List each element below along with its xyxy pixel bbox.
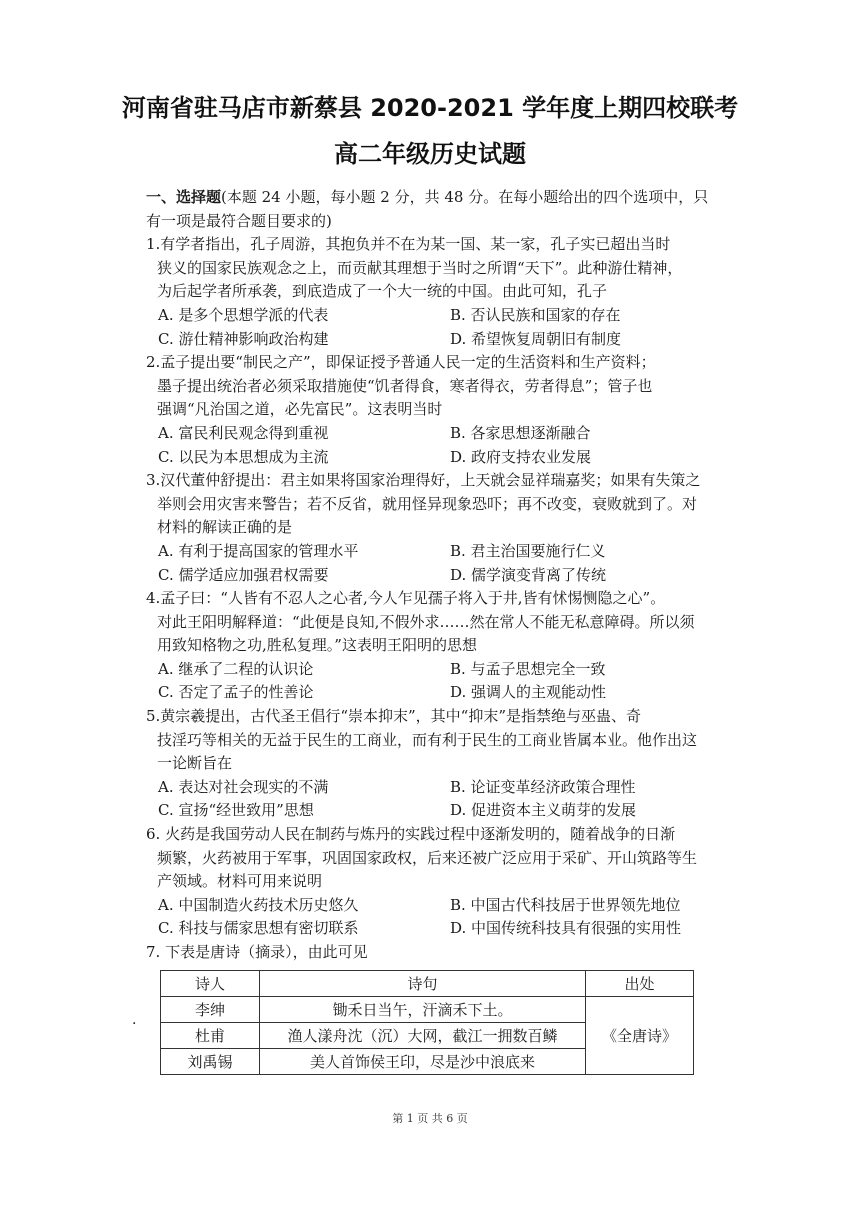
question-stem-line: 用致知格物之功,胜私复理。”这表明王阳明的思想 bbox=[157, 636, 477, 655]
question-stem-line: 材料的解读正确的是 bbox=[157, 518, 293, 537]
verse-cell: 美人首饰侯王印，尽是沙中浪底来 bbox=[260, 1049, 586, 1075]
answer-option: C. 儒学适应加强君权需要 bbox=[158, 565, 329, 584]
question-stem-line: 5.黄宗羲提出，古代圣王倡行“崇本抑末”，其中“抑末”是指禁绝与巫蛊、奇 bbox=[146, 707, 641, 726]
answer-option: B. 中国古代科技居于世界领先地位 bbox=[450, 895, 681, 914]
question-stem-line: 2.孟子提出要“制民之产”，即保证授予普通人民一定的生活资料和生产资料； bbox=[146, 353, 656, 372]
verse-cell: 渔人漾舟沈（沉）大网，截江一拥数百鳞 bbox=[260, 1023, 586, 1049]
option-grid bbox=[146, 776, 731, 823]
question-item bbox=[146, 233, 731, 351]
answer-option: D. 强调人的主观能动性 bbox=[450, 683, 607, 702]
exam-title: 河南省驻马店市新蔡县 2020-2021 学年度上期四校联考 bbox=[121, 94, 739, 122]
question-stem-line: 7. 下表是唐诗（摘录），由此可见 bbox=[146, 943, 368, 961]
question-item bbox=[146, 823, 731, 941]
answer-option: D. 希望恢复周朝旧有制度 bbox=[450, 329, 622, 348]
answer-option: B. 各家思想逐渐融合 bbox=[450, 423, 591, 442]
question-stem-line: 为后起学者所承袭，到底造成了一个大一统的中国。由此可知，孔子 bbox=[157, 282, 608, 301]
answer-option: A. 有利于提高国家的管理水平 bbox=[158, 541, 359, 560]
page-footer: 第 1 页 共 6 页 bbox=[392, 1112, 468, 1125]
question-stem-line: 强调“凡治国之道，必先富民”。这表明当时 bbox=[157, 400, 443, 419]
question-item bbox=[146, 469, 731, 587]
question-stem-line: 对此王阳明解释道：“此便是良知,不假外求……然在常人不能无私意障碍。所以须 bbox=[157, 612, 695, 631]
answer-option: B. 论证变革经济政策合理性 bbox=[450, 777, 636, 796]
question-stem-line: 6. 火药是我国劳动人民在制药与炼丹的实践过程中逐渐发明的，随着战争的日渐 bbox=[146, 825, 676, 844]
answer-option: C. 科技与儒家思想有密切联系 bbox=[158, 919, 359, 938]
question-stem-line: 3.汉代董仲舒提出：君主如果将国家治理得好，上天就会显祥瑞嘉奖；如果有失策之 bbox=[146, 471, 701, 490]
question-stem-line: 一论断旨在 bbox=[157, 754, 233, 773]
exam-subtitle: 高二年级历史试题 bbox=[334, 140, 526, 168]
question-item bbox=[146, 587, 731, 705]
answer-option: B. 与孟子思想完全一致 bbox=[450, 659, 606, 678]
option-grid bbox=[146, 540, 731, 587]
column-header-source: 出处 bbox=[586, 971, 694, 997]
stray-mark: . bbox=[132, 1012, 137, 1028]
verse-cell: 锄禾日当午，汗滴禾下土。 bbox=[260, 997, 586, 1023]
answer-option: C. 以民为本思想成为主流 bbox=[158, 447, 329, 466]
question-stem-line: 狭义的国家民族观念之上，而贡献其理想于当时之所谓“天下”。此种游仕精神， bbox=[157, 258, 683, 277]
section-instructions-cont: 有一项是最符合题目要求的) bbox=[146, 211, 332, 230]
answer-option: C. 宣扬“经世致用”思想 bbox=[158, 801, 314, 820]
option-grid bbox=[146, 894, 731, 941]
section-instructions: (本题 24 小题，每小题 2 分，共 48 分。在每小题给出的四个选项中，只 bbox=[221, 188, 709, 206]
column-header-verse: 诗句 bbox=[260, 971, 586, 997]
question-stem-line: 墨子提出统治者必须采取措施使“饥者得食，寒者得衣，劳者得息”；管子也 bbox=[157, 376, 653, 395]
poem-table bbox=[160, 970, 694, 1075]
question-section bbox=[146, 186, 731, 965]
option-grid bbox=[146, 422, 731, 469]
answer-option: D. 政府支持农业发展 bbox=[450, 447, 592, 466]
option-grid bbox=[146, 658, 731, 705]
answer-option: C. 游仕精神影响政治构建 bbox=[158, 329, 329, 348]
answer-option: D. 儒学演变背离了传统 bbox=[450, 565, 607, 584]
question-stem-line: 技淫巧等相关的无益于民生的工商业，而有利于民生的工商业皆属本业。他作出这 bbox=[157, 730, 698, 749]
source-cell: 《全唐诗》 bbox=[586, 997, 694, 1075]
question-stem-line: 举则会用灾害来警告；若不反省，就用怪异现象恐吓；再不改变，衰败就到了。对 bbox=[157, 494, 698, 513]
question-stem-line: 1.有学者指出，孔子周游，其抱负并不在为某一国、某一家，孔子实已超出当时 bbox=[146, 235, 671, 254]
poet-cell: 杜甫 bbox=[161, 1023, 260, 1049]
section-title: 一、选择题 bbox=[146, 188, 222, 206]
answer-option: A. 继承了二程的认识论 bbox=[158, 659, 314, 678]
answer-option: A. 是多个思想学派的代表 bbox=[158, 305, 329, 324]
answer-option: D. 促进资本主义萌芽的发展 bbox=[450, 801, 637, 820]
question-item bbox=[146, 705, 731, 823]
answer-option: A. 中国制造火药技术历史悠久 bbox=[158, 895, 359, 914]
question-item bbox=[146, 941, 731, 965]
question-stem-line: 4.孟子曰：“人皆有不忍人之心者,今人乍见孺子将入于井,皆有怵惕恻隐之心”。 bbox=[146, 589, 666, 608]
table-row bbox=[161, 997, 694, 1023]
answer-option: A. 富民利民观念得到重视 bbox=[158, 423, 329, 442]
question-stem-line: 产领域。材料可用来说明 bbox=[157, 872, 323, 891]
option-grid bbox=[146, 304, 731, 351]
question-list bbox=[146, 233, 731, 964]
table-header-row bbox=[161, 971, 694, 997]
answer-option: D. 中国传统科技具有很强的实用性 bbox=[450, 919, 682, 938]
section-header bbox=[146, 186, 731, 210]
answer-option: B. 君主治国要施行仁义 bbox=[450, 541, 606, 560]
column-header-poet: 诗人 bbox=[161, 971, 260, 997]
answer-option: C. 否定了孟子的性善论 bbox=[158, 683, 314, 702]
question-item bbox=[146, 351, 731, 469]
answer-option: B. 否认民族和国家的存在 bbox=[450, 305, 621, 324]
answer-option: A. 表达对社会现实的不满 bbox=[158, 777, 329, 796]
poet-cell: 刘禹锡 bbox=[161, 1049, 260, 1075]
poet-cell: 李绅 bbox=[161, 997, 260, 1023]
question-stem-line: 频繁，火药被用于军事，巩固国家政权，后来还被广泛应用于采矿、开山筑路等生 bbox=[157, 848, 698, 867]
